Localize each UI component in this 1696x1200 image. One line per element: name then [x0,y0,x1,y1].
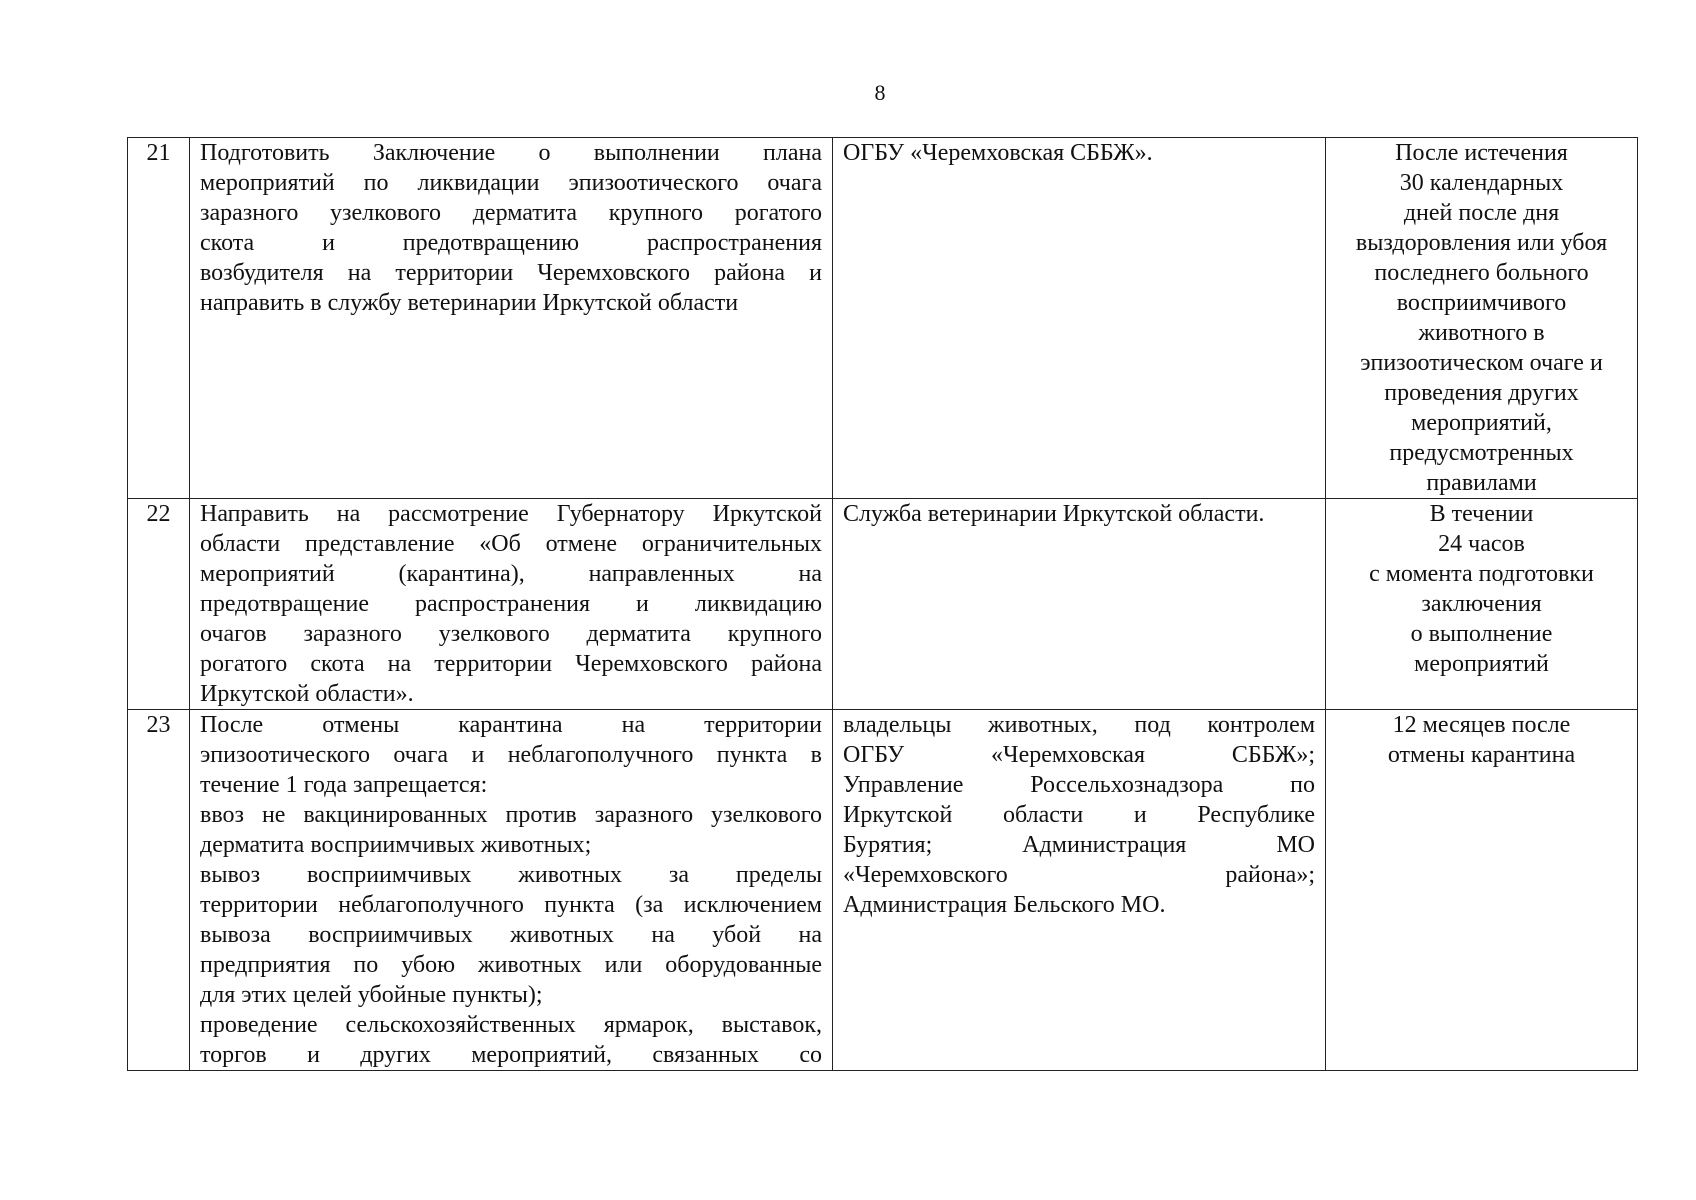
action-cell: Направить на рассмотрение Губернатору Иркутской области представление «Об отмене ограничительных мероприятий (карантина), направленных на предотвращение распространения и ликвидацию очагов заразного узелкового дерматита крупного рогатого скота на территории Черемховского района Иркутской области». [190,499,833,710]
responsible-cell: владельцы животных, под контролем ОГБУ «Черемховская СББЖ»; Управление Россельхознадзора по Иркутской области и Республике Бурятия; Администрация МО «Черемховского района»; Администрация Бельского МО. [833,710,1326,1071]
deadline-cell: 12 месяцев после отмены карантина [1326,710,1638,1071]
deadline-cell: В течении 24 часов с момента подготовки заключения о выполнение мероприятий [1326,499,1638,710]
responsible-cell: Служба ветеринарии Иркутской области. [833,499,1326,710]
action-cell: Подготовить Заключение о выполнении плана мероприятий по ликвидации эпизоотического очага заразного узелкового дерматита крупного рогатого скота и предотвращению распространения возбудителя на территории Черемховского района и направить в службу ветеринарии Иркутской области [190,138,833,499]
table-row [128,710,1638,1071]
page-number: 8 [874,80,886,105]
row-number: 22 [128,499,190,710]
measures-table [127,137,1638,1071]
action-cell: После отмены карантина на территории эпизоотического очага и неблагополучного пункта в течение 1 года запрещается: ввоз не вакцинированных против заразного узелкового дерматита восприимчивых животных; вывоз восприимчивых животных за пределы территории неблагополучного пункта (за исключением вывоза восприимчивых животных на убой на предприятия по убою животных или оборудованные для этих целей убойные пункты); проведение сельскохозяйственных ярмарок, выставок, торгов и других мероприятий, связанных со [190,710,833,1071]
row-number: 23 [128,710,190,1071]
table-row [128,499,1638,710]
row-number: 21 [128,138,190,499]
table-row [128,138,1638,499]
deadline-cell: После истечения 30 календарных дней после дня выздоровления или убоя последнего больного восприимчивого животного в эпизоотическом очаге и проведения других мероприятий, предусмотренных правилами [1326,138,1638,499]
responsible-cell: ОГБУ «Черемховская СББЖ». [833,138,1326,499]
